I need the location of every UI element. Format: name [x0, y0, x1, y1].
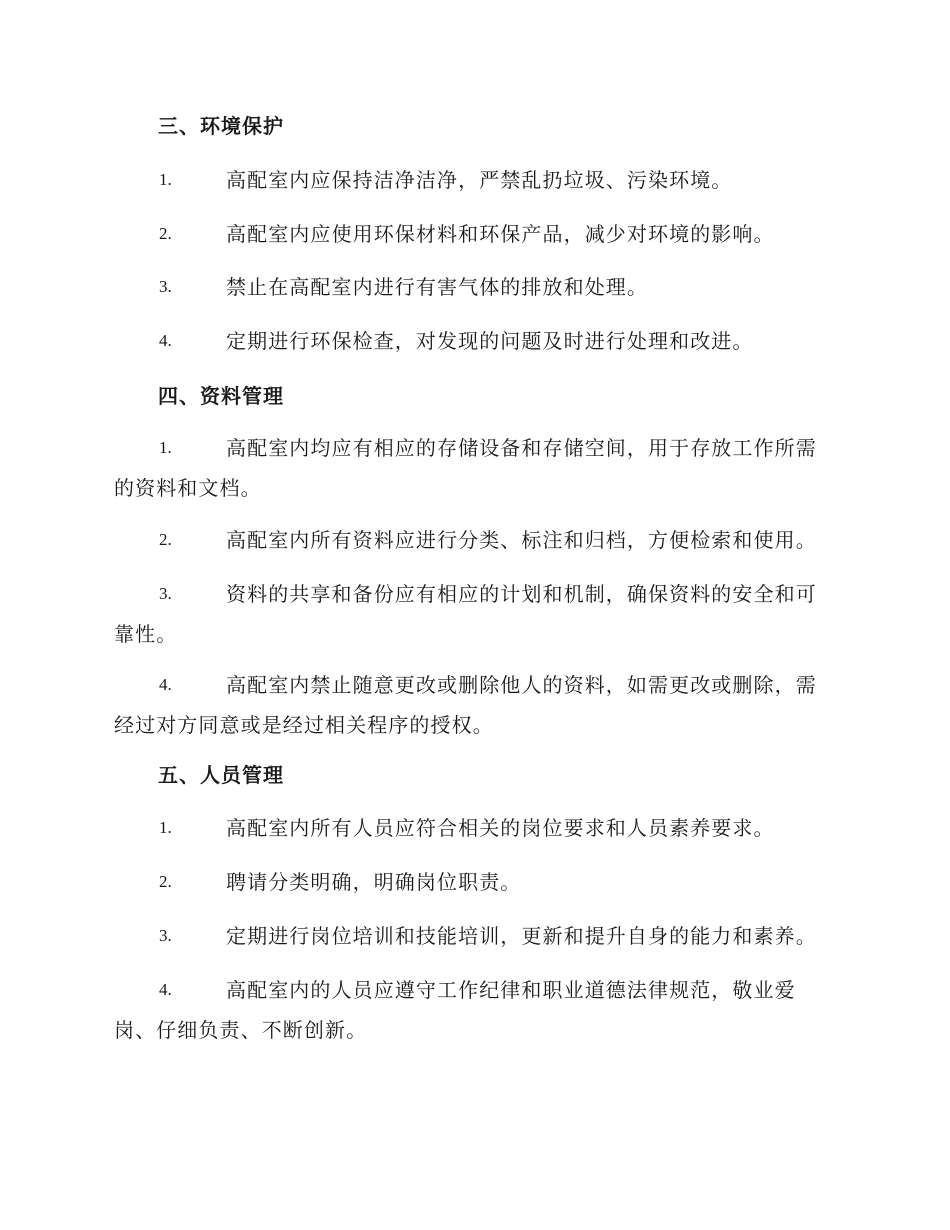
- item-text: 高配室内的人员应遵守工作纪律和职业道德法律规范，敬业爱: [226, 978, 796, 1002]
- item-text: 聘请分类明确，明确岗位职责。: [226, 870, 522, 894]
- list-item: [114, 267, 834, 307]
- item-text: 高配室内应使用环保材料和环保产品，减少对环境的影响。: [226, 222, 775, 246]
- item-number: 2.: [159, 530, 172, 549]
- list-item: [114, 214, 834, 254]
- item-number: 3.: [159, 584, 172, 603]
- item-number: 1.: [159, 818, 172, 837]
- list-item: [114, 520, 834, 560]
- item-number: 3.: [159, 926, 172, 945]
- item-text-continuation: 的资料和文档。: [114, 476, 262, 500]
- list-item: [114, 970, 834, 1050]
- item-text: 资料的共享和备份应有相应的计划和机制，确保资料的安全和可: [226, 582, 817, 606]
- item-text-continuation: 靠性。: [114, 622, 178, 646]
- section-heading: 四、资料管理: [158, 384, 284, 408]
- item-text: 定期进行环保检查，对发现的问题及时进行处理和改进。: [226, 329, 754, 353]
- item-text: 高配室内所有资料应进行分类、标注和归档，方便检索和使用。: [226, 528, 817, 552]
- item-number: 2.: [159, 872, 172, 891]
- section-heading: 三、环境保护: [158, 114, 284, 138]
- item-number: 4.: [159, 675, 172, 694]
- item-text-continuation: 经过对方同意或是经过相关程序的授权。: [114, 713, 494, 737]
- list-item: [114, 862, 834, 902]
- item-text-continuation: 岗、仔细负责、不断创新。: [114, 1018, 368, 1042]
- list-item: [114, 574, 834, 654]
- item-number: 3.: [159, 277, 172, 296]
- item-number: 4.: [159, 980, 172, 999]
- item-text: 高配室内应保持洁净洁净，严禁乱扔垃圾、污染环境。: [226, 168, 733, 192]
- list-item: [114, 321, 834, 361]
- list-item: [114, 160, 834, 200]
- item-number: 1.: [159, 170, 172, 189]
- item-number: 2.: [159, 224, 172, 243]
- list-item: [114, 916, 834, 956]
- section-heading: 五、人员管理: [158, 763, 284, 787]
- item-text: 高配室内均应有相应的存储设备和存储空间，用于存放工作所需: [226, 436, 817, 460]
- item-number: 4.: [159, 331, 172, 350]
- item-text: 高配室内所有人员应符合相关的岗位要求和人员素养要求。: [226, 816, 775, 840]
- list-item: [114, 665, 834, 745]
- list-item: [114, 808, 834, 848]
- item-text: 高配室内禁止随意更改或删除他人的资料，如需更改或删除，需: [226, 673, 817, 697]
- item-text: 禁止在高配室内进行有害气体的排放和处理。: [226, 275, 648, 299]
- list-item: [114, 428, 834, 508]
- item-number: 1.: [159, 438, 172, 457]
- item-text: 定期进行岗位培训和技能培训，更新和提升自身的能力和素养。: [226, 924, 817, 948]
